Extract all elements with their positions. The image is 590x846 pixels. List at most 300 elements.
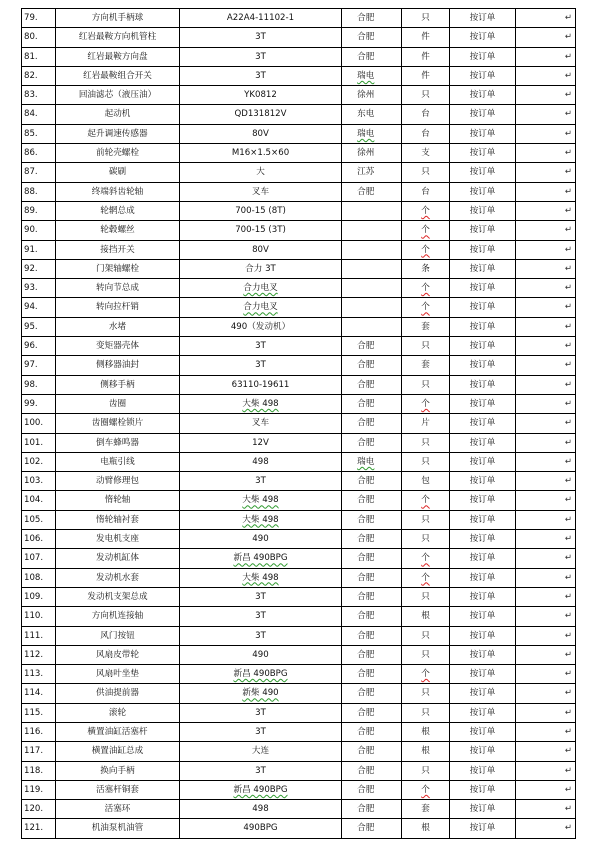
part-spec-text: 大柴 498 xyxy=(242,572,279,583)
part-name-text: 发动机水套 xyxy=(96,572,139,583)
cell-mark xyxy=(390,163,402,182)
part-spec xyxy=(180,144,342,163)
part-spec xyxy=(180,530,342,549)
part-name-text: 倒车蜂鸣器 xyxy=(96,437,139,448)
origin-place xyxy=(342,86,390,105)
order-terms-text: 按订单 xyxy=(469,51,496,62)
unit-text: 条 xyxy=(421,263,430,274)
part-spec-text: 3T xyxy=(255,341,266,352)
part-name xyxy=(56,240,180,259)
table-row xyxy=(22,86,576,105)
order-terms-text: 按订单 xyxy=(469,649,496,660)
cell-mark xyxy=(390,279,402,298)
unit xyxy=(402,86,450,105)
part-spec-text: 63110-19611 xyxy=(231,379,290,390)
unit xyxy=(402,201,450,220)
cell-mark xyxy=(390,317,402,336)
return-symbol: ↵ xyxy=(564,379,572,390)
table-row xyxy=(22,607,576,626)
cell-mark xyxy=(390,645,402,664)
part-spec-text: 叉车 xyxy=(251,418,270,429)
origin-place-text: 江苏 xyxy=(357,167,375,178)
part-name xyxy=(56,298,180,317)
paragraph-mark xyxy=(516,182,576,201)
row-number xyxy=(22,780,56,799)
paragraph-mark xyxy=(516,414,576,433)
table-row xyxy=(22,780,576,799)
order-terms xyxy=(450,780,516,799)
table-row xyxy=(22,182,576,201)
origin-place xyxy=(342,626,390,645)
part-name-text: 侧移手柄 xyxy=(100,379,135,390)
unit xyxy=(402,549,450,568)
paragraph-mark xyxy=(516,86,576,105)
unit-text: 只 xyxy=(421,341,430,352)
row-number xyxy=(22,761,56,780)
origin-place-text: 合肥 xyxy=(357,669,375,680)
part-name-text: 门架轴螺栓 xyxy=(96,263,139,274)
part-name xyxy=(56,491,180,510)
part-name xyxy=(56,47,180,66)
order-terms-text: 按订单 xyxy=(469,302,496,313)
row-number-text: 80. xyxy=(24,32,38,43)
part-spec xyxy=(180,86,342,105)
row-number-text: 91. xyxy=(24,244,38,255)
unit-text: 只 xyxy=(421,688,430,699)
row-number xyxy=(22,124,56,143)
unit xyxy=(402,221,450,240)
origin-place xyxy=(342,221,390,240)
return-symbol: ↵ xyxy=(564,514,572,525)
part-spec xyxy=(180,800,342,819)
origin-place xyxy=(342,414,390,433)
table-row xyxy=(22,28,576,47)
order-terms xyxy=(450,182,516,201)
table-row xyxy=(22,819,576,838)
part-spec xyxy=(180,491,342,510)
cell-mark xyxy=(390,433,402,452)
part-name xyxy=(56,182,180,201)
part-spec-text: 490BPG xyxy=(243,823,278,834)
part-spec xyxy=(180,9,342,28)
part-name-text: 风扇叶坐垫 xyxy=(96,669,139,680)
row-number-text: 106. xyxy=(24,534,44,545)
paragraph-mark xyxy=(516,587,576,606)
order-terms xyxy=(450,549,516,568)
origin-place-text: 合肥 xyxy=(357,804,375,815)
part-spec xyxy=(180,47,342,66)
return-symbol: ↵ xyxy=(564,688,572,699)
order-terms xyxy=(450,819,516,838)
cell-mark xyxy=(390,47,402,66)
return-symbol: ↵ xyxy=(564,360,572,371)
origin-place xyxy=(342,124,390,143)
row-number-text: 85. xyxy=(24,128,38,139)
order-terms xyxy=(450,279,516,298)
table-row xyxy=(22,375,576,394)
order-terms xyxy=(450,356,516,375)
unit-text: 只 xyxy=(421,591,430,602)
unit xyxy=(402,510,450,529)
paragraph-mark xyxy=(516,761,576,780)
table-row xyxy=(22,221,576,240)
origin-place-text: 合肥 xyxy=(357,591,375,602)
row-number xyxy=(22,66,56,85)
order-terms xyxy=(450,28,516,47)
unit-text: 只 xyxy=(421,630,430,641)
cell-mark xyxy=(390,742,402,761)
origin-place-text: 合肥 xyxy=(357,341,375,352)
order-terms-text: 按订单 xyxy=(469,553,496,564)
part-spec-text: 3T xyxy=(255,726,266,737)
row-number-text: 93. xyxy=(24,283,38,294)
part-spec-text: 700-15 (8T) xyxy=(235,205,286,216)
part-name xyxy=(56,742,180,761)
origin-place xyxy=(342,337,390,356)
part-name xyxy=(56,819,180,838)
part-name xyxy=(56,375,180,394)
origin-place xyxy=(342,452,390,471)
row-number xyxy=(22,9,56,28)
table-body xyxy=(22,9,576,839)
return-symbol: ↵ xyxy=(564,476,572,487)
part-spec xyxy=(180,317,342,336)
part-spec xyxy=(180,279,342,298)
origin-place xyxy=(342,800,390,819)
part-name-text: 回油滤芯（液压油） xyxy=(78,90,157,101)
cell-mark xyxy=(390,414,402,433)
origin-place xyxy=(342,259,390,278)
order-terms-text: 按订单 xyxy=(469,669,496,680)
row-number xyxy=(22,800,56,819)
order-terms-text: 按订单 xyxy=(469,90,496,101)
paragraph-mark xyxy=(516,742,576,761)
return-symbol: ↵ xyxy=(564,630,572,641)
return-symbol: ↵ xyxy=(564,572,572,583)
return-symbol: ↵ xyxy=(564,32,572,43)
part-spec xyxy=(180,375,342,394)
origin-place xyxy=(342,47,390,66)
unit-text: 只 xyxy=(421,765,430,776)
part-name xyxy=(56,549,180,568)
row-number xyxy=(22,742,56,761)
unit-text: 个 xyxy=(421,669,430,680)
order-terms-text: 按订单 xyxy=(469,379,496,390)
part-name xyxy=(56,317,180,336)
order-terms xyxy=(450,433,516,452)
origin-place xyxy=(342,472,390,491)
part-name xyxy=(56,66,180,85)
part-spec-text: 大 xyxy=(256,167,265,178)
part-spec xyxy=(180,780,342,799)
order-terms xyxy=(450,66,516,85)
paragraph-mark xyxy=(516,66,576,85)
part-spec-text: 3T xyxy=(255,591,266,602)
unit-text: 个 xyxy=(421,225,430,236)
unit xyxy=(402,375,450,394)
row-number xyxy=(22,587,56,606)
return-symbol: ↵ xyxy=(564,70,572,81)
part-name xyxy=(56,414,180,433)
order-terms-text: 按订单 xyxy=(469,591,496,602)
cell-mark xyxy=(390,66,402,85)
part-spec xyxy=(180,587,342,606)
cell-mark xyxy=(390,665,402,684)
order-terms-text: 按订单 xyxy=(469,630,496,641)
order-terms-text: 按订单 xyxy=(469,495,496,506)
row-number xyxy=(22,394,56,413)
unit xyxy=(402,626,450,645)
origin-place xyxy=(342,144,390,163)
part-spec-text: 3T xyxy=(255,765,266,776)
unit xyxy=(402,144,450,163)
row-number-text: 88. xyxy=(24,186,38,197)
cell-mark xyxy=(390,510,402,529)
paragraph-mark xyxy=(516,626,576,645)
origin-place-text: 合肥 xyxy=(357,379,375,390)
table-row xyxy=(22,259,576,278)
order-terms-text: 按订单 xyxy=(469,726,496,737)
part-name-text: 水堵 xyxy=(108,321,127,332)
row-number-text: 120. xyxy=(24,804,44,815)
table-row xyxy=(22,394,576,413)
order-terms xyxy=(450,86,516,105)
part-spec-text: 新昌 490BPG xyxy=(233,669,288,680)
table-row xyxy=(22,298,576,317)
part-name xyxy=(56,665,180,684)
part-spec xyxy=(180,240,342,259)
part-spec-text: 12V xyxy=(252,437,269,448)
cell-mark xyxy=(390,105,402,124)
table-row xyxy=(22,144,576,163)
unit-text: 件 xyxy=(421,70,430,81)
unit-text: 件 xyxy=(421,32,430,43)
unit-text: 套 xyxy=(421,804,430,815)
part-spec-text: 叉车 xyxy=(251,186,270,197)
part-name xyxy=(56,761,180,780)
part-spec-text: 新昌 490BPG xyxy=(233,784,288,795)
row-number-text: 118. xyxy=(24,765,44,776)
order-terms xyxy=(450,510,516,529)
origin-place xyxy=(342,587,390,606)
origin-place-text: 徐州 xyxy=(357,148,375,159)
table-row xyxy=(22,414,576,433)
row-number xyxy=(22,28,56,47)
part-name-text: 风门按钮 xyxy=(100,630,135,641)
cell-mark xyxy=(390,201,402,220)
part-name-text: 轮毂螺丝 xyxy=(100,225,135,236)
unit xyxy=(402,259,450,278)
part-spec-text: 大柴 498 xyxy=(242,495,279,506)
return-symbol: ↵ xyxy=(564,263,572,274)
unit-text: 只 xyxy=(421,707,430,718)
order-terms-text: 按订单 xyxy=(469,707,496,718)
return-symbol: ↵ xyxy=(564,591,572,602)
cell-mark xyxy=(390,144,402,163)
order-terms xyxy=(450,684,516,703)
origin-place-text: 瑞电 xyxy=(357,456,375,467)
unit xyxy=(402,761,450,780)
origin-place-text: 合肥 xyxy=(357,398,375,409)
unit xyxy=(402,317,450,336)
row-number-text: 82. xyxy=(24,70,38,81)
row-number xyxy=(22,491,56,510)
origin-place xyxy=(342,510,390,529)
origin-place xyxy=(342,645,390,664)
table-row xyxy=(22,124,576,143)
order-terms-text: 按订单 xyxy=(469,13,496,23)
return-symbol: ↵ xyxy=(564,51,572,62)
origin-place xyxy=(342,568,390,587)
return-symbol: ↵ xyxy=(564,244,572,255)
part-name-text: 齿圈螺栓锁片 xyxy=(91,418,144,429)
part-name-text: 起升调速传感器 xyxy=(87,128,148,139)
row-number-text: 121. xyxy=(24,823,44,834)
unit xyxy=(402,645,450,664)
cell-mark xyxy=(390,182,402,201)
unit xyxy=(402,28,450,47)
return-symbol: ↵ xyxy=(564,746,572,757)
return-symbol: ↵ xyxy=(564,321,572,332)
part-name-text: 电瓶引线 xyxy=(100,456,135,467)
paragraph-mark xyxy=(516,144,576,163)
cell-mark xyxy=(390,9,402,28)
order-terms xyxy=(450,491,516,510)
part-name-text: 红岩最鞍方向机管柱 xyxy=(78,32,157,43)
origin-place xyxy=(342,163,390,182)
unit xyxy=(402,703,450,722)
part-spec xyxy=(180,337,342,356)
unit xyxy=(402,163,450,182)
row-number xyxy=(22,645,56,664)
table-row xyxy=(22,47,576,66)
part-name xyxy=(56,105,180,124)
row-number-text: 94. xyxy=(24,302,38,313)
origin-place xyxy=(342,201,390,220)
part-name-text: 风扇皮带轮 xyxy=(96,649,139,660)
paragraph-mark xyxy=(516,259,576,278)
table-row xyxy=(22,433,576,452)
paragraph-mark xyxy=(516,722,576,741)
order-terms-text: 按订单 xyxy=(469,244,496,255)
row-number xyxy=(22,163,56,182)
row-number-text: 107. xyxy=(24,553,44,564)
part-name xyxy=(56,394,180,413)
paragraph-mark xyxy=(516,240,576,259)
part-spec-text: 新柴 490 xyxy=(242,688,279,699)
order-terms xyxy=(450,337,516,356)
unit xyxy=(402,684,450,703)
unit-text: 台 xyxy=(421,186,430,197)
part-spec-text: 新昌 490BPG xyxy=(233,553,288,564)
part-spec xyxy=(180,607,342,626)
order-terms-text: 按订单 xyxy=(469,784,496,795)
origin-place-text: 合肥 xyxy=(357,572,375,583)
unit xyxy=(402,394,450,413)
part-name xyxy=(56,433,180,452)
table-row xyxy=(22,722,576,741)
part-name-text: 发电机支座 xyxy=(96,534,139,545)
part-spec-text: 700-15 (3T) xyxy=(235,225,286,236)
origin-place xyxy=(342,549,390,568)
row-number-text: 115. xyxy=(24,707,44,718)
part-name xyxy=(56,703,180,722)
table-row xyxy=(22,66,576,85)
origin-place-text: 合肥 xyxy=(357,688,375,699)
part-name xyxy=(56,337,180,356)
origin-place-text: 合肥 xyxy=(357,418,375,429)
part-name-text: 齿圈 xyxy=(108,398,127,409)
part-spec xyxy=(180,221,342,240)
unit-text: 个 xyxy=(421,553,430,564)
origin-place-text: 合肥 xyxy=(357,476,375,487)
part-spec xyxy=(180,201,342,220)
part-name-text: 接挡开关 xyxy=(100,244,135,255)
part-spec-text: 3T xyxy=(255,611,266,622)
part-spec xyxy=(180,356,342,375)
part-name xyxy=(56,163,180,182)
part-name xyxy=(56,722,180,741)
cell-mark xyxy=(390,28,402,47)
paragraph-mark xyxy=(516,356,576,375)
part-name xyxy=(56,279,180,298)
cell-mark xyxy=(390,549,402,568)
row-number xyxy=(22,568,56,587)
paragraph-mark xyxy=(516,105,576,124)
part-spec xyxy=(180,105,342,124)
cell-mark xyxy=(390,530,402,549)
part-spec xyxy=(180,510,342,529)
origin-place xyxy=(342,28,390,47)
paragraph-mark xyxy=(516,684,576,703)
row-number xyxy=(22,182,56,201)
unit xyxy=(402,665,450,684)
paragraph-mark xyxy=(516,800,576,819)
part-spec xyxy=(180,549,342,568)
origin-place xyxy=(342,665,390,684)
paragraph-mark xyxy=(516,819,576,838)
return-symbol: ↵ xyxy=(564,823,572,834)
order-terms xyxy=(450,645,516,664)
part-name xyxy=(56,452,180,471)
part-spec-text: 498 xyxy=(252,456,269,467)
unit-text: 个 xyxy=(421,205,430,216)
origin-place xyxy=(342,819,390,838)
table-row xyxy=(22,645,576,664)
part-spec-text: 大连 xyxy=(251,746,270,757)
order-terms-text: 按订单 xyxy=(469,611,496,622)
part-name-text: 发动机支架总成 xyxy=(87,591,148,602)
part-spec-text: 490（发动机） xyxy=(230,321,291,332)
cell-mark xyxy=(390,86,402,105)
unit-text: 个 xyxy=(421,398,430,409)
row-number xyxy=(22,452,56,471)
origin-place xyxy=(342,684,390,703)
unit xyxy=(402,472,450,491)
part-name xyxy=(56,144,180,163)
part-spec xyxy=(180,819,342,838)
paragraph-mark xyxy=(516,201,576,220)
origin-place-text: 徐州 xyxy=(357,90,375,101)
table-row xyxy=(22,105,576,124)
unit xyxy=(402,105,450,124)
part-spec-text: 3T xyxy=(255,630,266,641)
row-number-text: 90. xyxy=(24,225,38,236)
paragraph-mark xyxy=(516,124,576,143)
return-symbol: ↵ xyxy=(564,205,572,216)
order-terms xyxy=(450,394,516,413)
unit-text: 支 xyxy=(421,148,430,159)
